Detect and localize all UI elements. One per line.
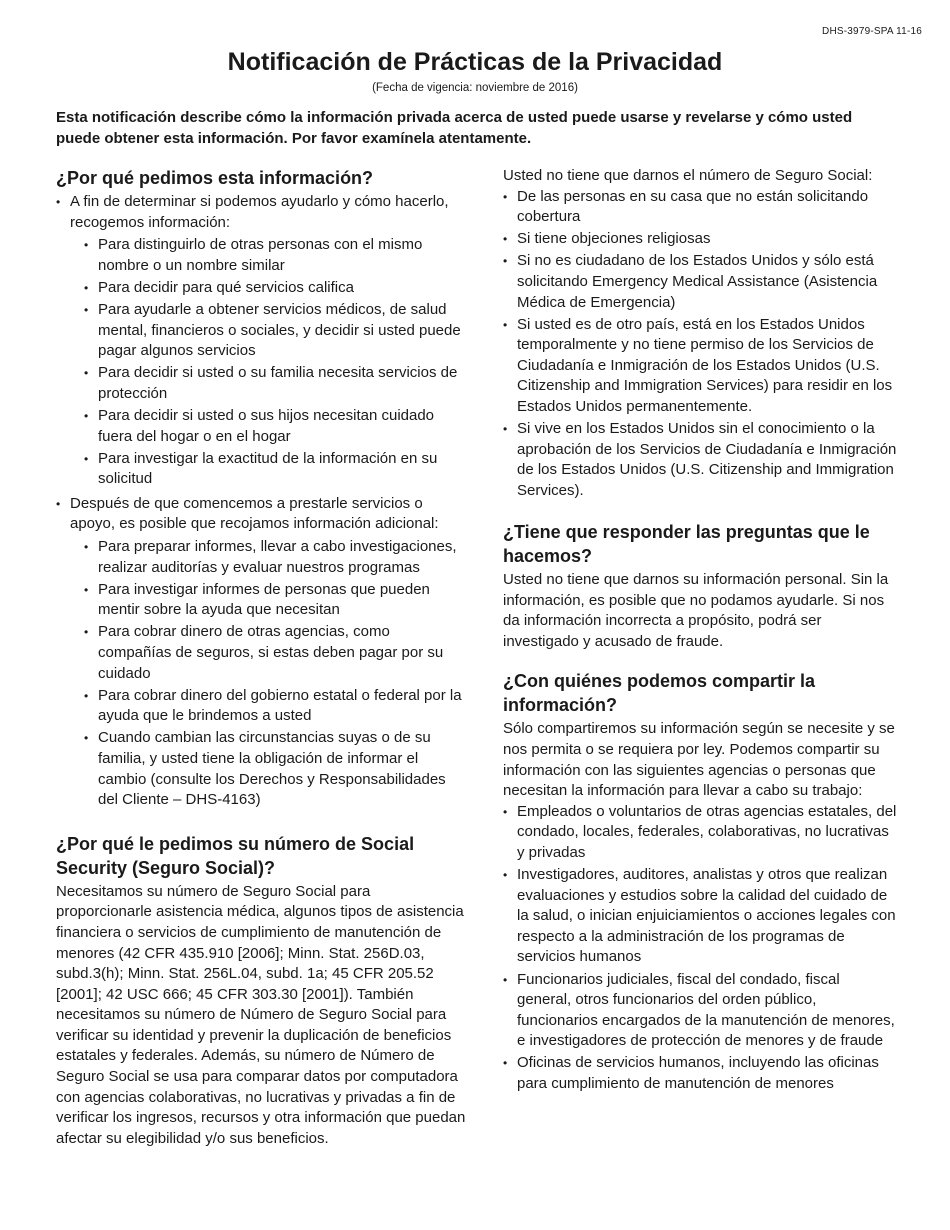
page-title: Notificación de Prácticas de la Privacidad — [227, 48, 723, 76]
list-item — [56, 192, 466, 490]
section-why-ssn — [56, 832, 466, 1150]
intro-text: Esta notificación describe cómo la información privada acerca de usted puede usarse y revelarse y cómo usted puede obtener esta información. Por favor examínela atentamente. — [56, 109, 853, 147]
section-must-answer — [503, 520, 898, 652]
section-why-collect — [56, 166, 466, 811]
section-heading: ¿Por qué le pedimos su número de Social Security (Seguro Social)? — [56, 833, 415, 878]
sub-list — [70, 235, 466, 490]
list-item: • Si tiene objeciones religiosas — [503, 229, 898, 250]
section-body: Sólo compartiremos su información según se necesite y se nos permita o se requiera por ley. Podemos compartir su información con las siguientes agencias o personas que necesitan la información para llevar a cabo su trabajo: — [503, 720, 895, 800]
list-item: • Para preparar informes, llevar a cabo investigaciones, realizar auditorías y evaluar nuestros programas — [84, 537, 466, 578]
list-item: • Para ayudarle a obtener servicios médicos, de salud mental, financieros o sociales, y decidir si usted puede pagar algunos servicios — [84, 300, 466, 362]
section-body: Usted no tiene que darnos el número de Seguro Social: — [503, 167, 873, 184]
list-item: • Empleados o voluntarios de otras agencias estatales, del condado, locales, federales, colaborativas, no lucrativas y privadas — [503, 802, 898, 864]
section-ssn-exceptions — [503, 166, 898, 502]
list-item: • Funcionarios judiciales, fiscal del condado, fiscal general, otros funcionarios del orden público, funcionarios encargados de la manutención de menores, e investigadores de protección de menores y de fraude — [503, 970, 898, 1052]
list-item: • Si usted es de otro país, está en los Estados Unidos temporalmente y no tiene permiso de los Servicios de Ciudadanía e Inmigración de los Estados Unidos (U.S. Citizenship and Immigration Services) para residir en los Estados Unidos permanentemente. — [503, 315, 898, 418]
list-item: • Oficinas de servicios humanos, incluyendo las oficinas para cumplimiento de manutención de menores — [503, 1053, 898, 1094]
list-item-text: Después de que comencemos a prestarle servicios o apoyo, es posible que recojamos información adicional: — [70, 494, 439, 533]
list-item: • Si vive en los Estados Unidos sin el conocimiento o la aprobación de los Servicios de Ciudadanía e Inmigración de los Estados Unidos (U.S. Citizenship and Immigration Services). — [503, 419, 898, 501]
section-body: Usted no tiene que darnos su información personal. Sin la información, es posible que no podamos ayudarle. Si nos da información incorrecta a propósito, podrá ser investigado y acusado de fraude. — [503, 571, 889, 650]
bullet-list — [56, 192, 466, 811]
list-item: • Para cobrar dinero del gobierno estatal o federal por la ayuda que le brindemos a usted — [84, 686, 466, 727]
list-item: • Para cobrar dinero de otras agencias, como compañías de seguros, si estas deben pagar por su cuidado — [84, 622, 466, 684]
form-id: DHS-3979-SPA 11-16 — [822, 26, 922, 37]
effective-date: (Fecha de vigencia: noviembre de 2016) — [372, 82, 578, 94]
section-body: Necesitamos su número de Seguro Social para proporcionarle asistencia médica, algunos tipos de asistencia financiera o servicios de cumplimiento de manutención de menores (42 CFR 435.910 [2006]; Minn. Stat. 256D.03, subd.3(h); Minn. Stat. 256L.04, subd. 1a; 45 CFR 205.52 [2001]; 42 USC 666; 45 CFR 303.30 [2001]). También necesitamos su número de Número de Seguro Social para verificar su identidad y prevenir la duplicación de beneficios estatales y federales. Además, su número de Número de Seguro Social se usa para comparar datos por computadora con agencias colaborativas, no lucrativas y privadas a fin de verificar los ingresos, recursos y otra información que puedan afectar su elegibilidad y/o sus beneficios. — [56, 882, 466, 1147]
sub-list — [70, 537, 466, 811]
bullet-list — [503, 187, 898, 502]
section-share-with — [503, 669, 898, 1094]
section-heading: ¿Por qué pedimos esta información? — [56, 168, 374, 188]
left-column — [56, 166, 466, 1149]
list-item: • Cuando cambian las circunstancias suyas o de su familia, y usted tiene la obligación de informar el cambio (consulte los Derechos y Responsabilidades del Cliente – DHS-4163) — [84, 728, 466, 810]
list-item: • Para decidir si usted o sus hijos necesitan cuidado fuera del hogar o en el hogar — [84, 406, 466, 447]
bullet-list — [503, 802, 898, 1095]
list-item: • Si no es ciudadano de los Estados Unidos y sólo está solicitando Emergency Medical Assistance (Asistencia Médica de Emergencia) — [503, 251, 898, 313]
section-heading: ¿Tiene que responder las preguntas que le hacemos? — [503, 522, 870, 566]
list-item: • Para distinguirlo de otras personas con el mismo nombre o un nombre similar — [84, 235, 466, 276]
list-item: • De las personas en su casa que no están solicitando cobertura — [503, 187, 898, 228]
list-item — [56, 494, 466, 811]
list-item: • Para decidir si usted o su familia necesita servicios de protección — [84, 363, 466, 404]
list-item: • Investigadores, auditores, analistas y otros que realizan evaluaciones y estudios sobre la calidad del cuidado de la salud, o inician enjuiciamientos o acciones legales con respecto a la administración de los programas de servicios humanos — [503, 865, 898, 968]
section-heading: ¿Con quiénes podemos compartir la información? — [503, 671, 816, 716]
list-item: • Para decidir para qué servicios califica — [84, 278, 466, 299]
list-item: • Para investigar la exactitud de la información en su solicitud — [84, 449, 466, 490]
list-item-text: A fin de determinar si podemos ayudarlo y cómo hacerlo, recogemos información: — [70, 193, 449, 231]
right-column — [503, 166, 898, 1096]
list-item: • Para investigar informes de personas que pueden mentir sobre la ayuda que necesitan — [84, 580, 466, 621]
